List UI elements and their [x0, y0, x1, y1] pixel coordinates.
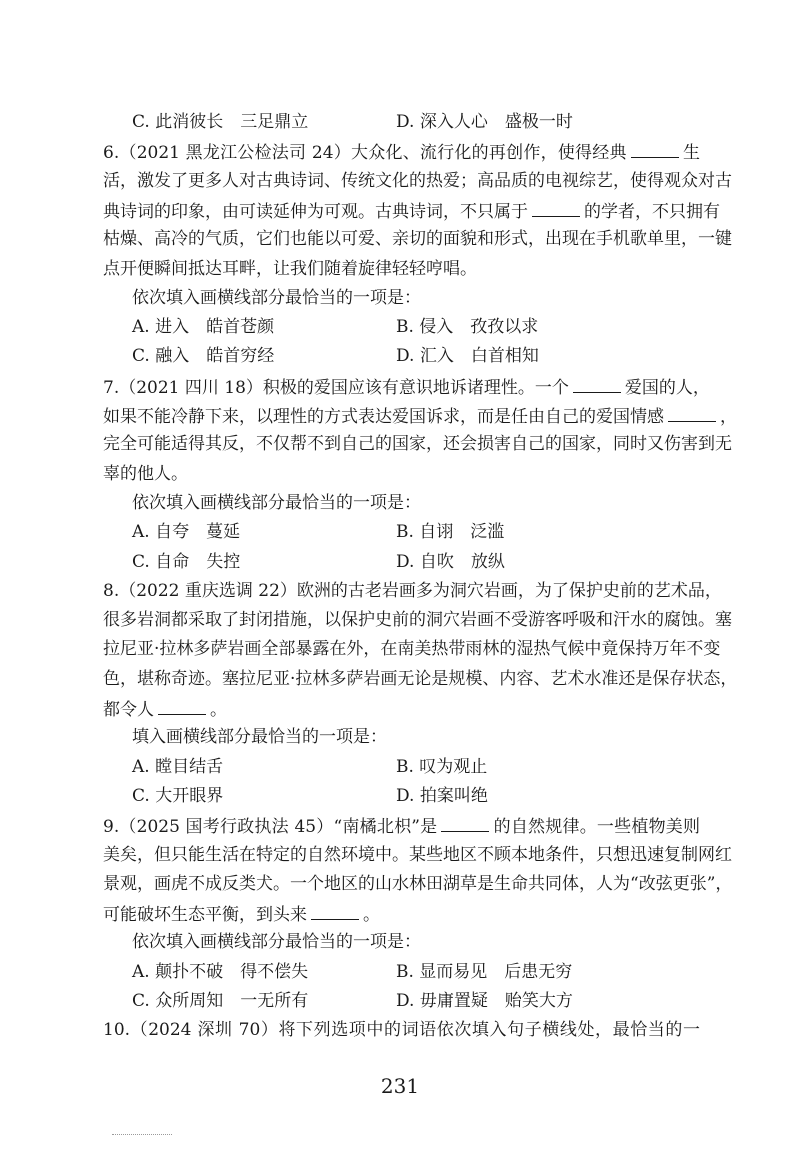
q6-line-1: 6.（2021 黑龙江公检法司 24）大众化、流行化的再创作，使得经典 生 — [103, 139, 700, 165]
q9-option-c: C. 众所周知 一无所有 — [132, 991, 309, 1011]
q9-option-b: B. 显而易见 后患无穷 — [396, 962, 573, 982]
q9-line-3: 景观，画虎不成反类犬。一个地区的山水林田湖草是生命共同体，人为“改弦更张”， — [103, 874, 733, 894]
page-number: 231 — [380, 1074, 420, 1098]
q6-line-5: 点开便瞬间抵达耳畔，让我们随着旋律轻轻哼唱。 — [103, 259, 477, 279]
q8-option-c: C. 大开眼界 — [132, 786, 224, 806]
q9-option-a: A. 颠扑不破 得不偿失 — [132, 962, 309, 982]
q8-line-4: 色，堪称奇迹。塞拉尼亚·拉林多萨岩画无论是规模、内容、艺术水准还是保存状态， — [103, 669, 738, 689]
answer-blank — [532, 198, 580, 217]
q8-line-2: 很多岩洞都采取了封闭措施，以保护史前的洞穴岩画不受游客呼吸和汗水的腐蚀。塞 — [103, 610, 732, 630]
q6-option-b: B. 侵入 孜孜以求 — [396, 317, 539, 337]
q7-option-a: A. 自夸 蔓延 — [132, 522, 241, 542]
q7-line-3: 完全可能适得其反，不仅帮不到自己的国家，还会损害自己的国家，同时又伤害到无 — [103, 434, 732, 454]
q7-prompt: 依次填入画横线部分最恰当的一项是： — [132, 493, 421, 513]
q8-line-1: 8.（2022 重庆选调 22）欧洲的古老岩画多为洞穴岩画，为了保护史前的艺术品， — [103, 581, 722, 601]
q6-line-2: 活，激发了更多人对古典诗词、传统文化的热爱；高品质的电视综艺，使得观众对古 — [103, 171, 732, 191]
q9-option-d: D. 毋庸置疑 贻笑大方 — [396, 991, 573, 1011]
q8-option-a: A. 瞠目结舌 — [132, 757, 224, 777]
answer-blank — [441, 813, 489, 832]
q7-option-d: D. 自吹 放纵 — [396, 552, 505, 572]
q8-option-d: D. 拍案叫绝 — [396, 786, 488, 806]
footer-mark — [112, 1134, 172, 1137]
q7-line-4: 辜的他人。 — [103, 464, 188, 484]
q7-option-c: C. 自命 失控 — [132, 552, 241, 572]
q7-option-b: B. 自诩 泛滥 — [396, 522, 505, 542]
answer-blank — [311, 901, 359, 920]
answer-blank — [631, 139, 679, 158]
q8-line-5: 都令人 。 — [103, 696, 700, 722]
q6-option-a: A. 进入 皓首苍颜 — [132, 317, 275, 337]
q7-line-1: 7.（2021 四川 18）积极的爱国应该有意识地诉诸理性。一个 爱国的人， — [103, 374, 700, 400]
q10-line-1: 10.（2024 深圳 70）将下列选项中的词语依次填入句子横线处，最恰当的一 — [103, 1020, 700, 1040]
prev-option-d: D. 深入人心 盛极一时 — [396, 112, 573, 132]
answer-blank — [158, 696, 206, 715]
q9-line-4: 可能破坏生态平衡，到头来 。 — [103, 901, 700, 927]
q9-line-2: 美矣，但只能生活在特定的自然环境中。某些地区不顾本地条件，只想迅速复制网红 — [103, 845, 732, 865]
q9-line-1: 9.（2025 国考行政执法 45）“南橘北枳”是 的自然规律。一些植物美则 — [103, 813, 700, 839]
answer-blank — [668, 403, 716, 422]
q8-prompt: 填入画横线部分最恰当的一项是： — [132, 727, 387, 747]
q6-line-3: 典诗词的印象，由可读延伸为可观。古典诗词，不只属于 的学者，不只拥有 — [103, 198, 700, 224]
q8-option-b: B. 叹为观止 — [396, 757, 488, 777]
q8-line-3: 拉尼亚·拉林多萨岩画全部暴露在外，在南美热带雨林的湿热气候中竟保持万年不变 — [103, 639, 721, 659]
q6-line-4: 枯燥、高冷的气质，它们也能以可爱、亲切的面貌和形式，出现在手机歌单里，一键 — [103, 229, 732, 249]
q6-option-c: C. 融入 皓首穷经 — [132, 346, 275, 366]
q9-prompt: 依次填入画横线部分最恰当的一项是： — [132, 932, 421, 952]
q6-option-d: D. 汇入 白首相知 — [396, 346, 539, 366]
q6-prompt: 依次填入画横线部分最恰当的一项是： — [132, 288, 421, 308]
q7-line-2: 如果不能冷静下来，以理性的方式表达爱国诉求，而是任由自己的爱国情感 ， — [103, 403, 700, 429]
prev-option-c: C. 此消彼长 三足鼎立 — [132, 112, 309, 132]
answer-blank — [573, 374, 621, 393]
